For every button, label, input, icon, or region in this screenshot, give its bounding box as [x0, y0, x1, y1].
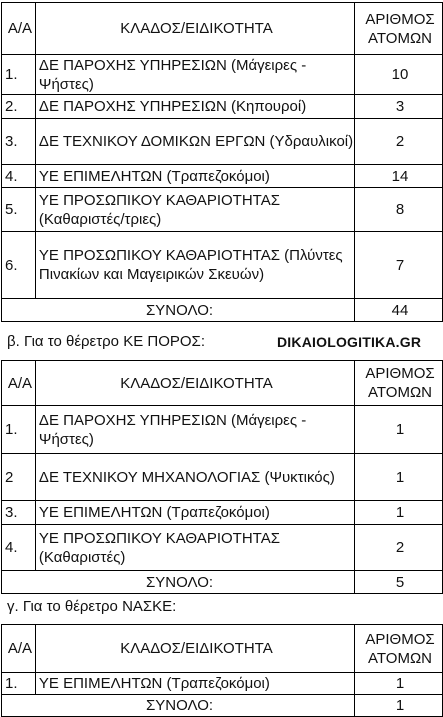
row-count: 8	[355, 188, 443, 232]
total-value: 1	[355, 695, 443, 717]
header-aa: Α/Α	[2, 361, 36, 406]
row-number: 6.	[2, 232, 36, 299]
row-specialty: ΔΕ ΠΑΡΟΧΗΣ ΥΠΗΡΕΣΙΩΝ (Μάγειρες - Ψήστες)	[35, 55, 354, 95]
table-total-row	[2, 571, 443, 594]
row-specialty: ΥΕ ΠΡΟΣΩΠΙΚΟΥ ΚΑΘΑΡΙΟΤΗΤΑΣ (Καθαριστές)	[35, 525, 354, 571]
row-number: 2	[2, 454, 36, 501]
row-number: 1.	[2, 673, 36, 695]
header-aa: Α/Α	[2, 3, 36, 55]
row-specialty: ΥΕ ΕΠΙΜΕΛΗΤΩΝ (Τραπεζοκόμοι)	[35, 501, 354, 525]
row-number: 3.	[2, 501, 36, 525]
table-row	[2, 406, 443, 454]
total-label: ΣΥΝΟΛΟ:	[2, 695, 355, 717]
row-count: 3	[355, 95, 443, 119]
header-specialty: ΚΛΑΔΟΣ/ΕΙΔΙΚΟΤΗΤΑ	[35, 361, 354, 406]
row-count: 2	[355, 525, 443, 571]
row-count: 7	[355, 232, 443, 299]
header-specialty: ΚΛΑΔΟΣ/ΕΙΔΙΚΟΤΗΤΑ	[35, 625, 354, 673]
table-total-row	[2, 299, 443, 322]
table-row	[2, 119, 443, 165]
total-value: 5	[355, 571, 443, 594]
staff-table-1	[1, 2, 443, 322]
row-specialty: ΔΕ ΠΑΡΟΧΗΣ ΥΠΗΡΕΣΙΩΝ (Κηπουροί)	[35, 95, 354, 119]
header-count: ΑΡΙΘΜΟΣ ΑΤΟΜΩΝ	[355, 3, 443, 55]
header-specialty: ΚΛΑΔΟΣ/ΕΙΔΙΚΟΤΗΤΑ	[35, 3, 354, 55]
brand-watermark: DIKAIOLOGITIKA.GR	[277, 334, 422, 350]
section-caption-b: β. Για το θέρετρο ΚΕ ΠΟΡΟΣ:	[7, 333, 205, 350]
row-number: 5.	[2, 188, 36, 232]
table-row	[2, 165, 443, 188]
section-caption-c: γ. Για το θέρετρο ΝΑΣΚΕ:	[7, 598, 177, 615]
header-count: ΑΡΙΘΜΟΣ ΑΤΟΜΩΝ	[355, 625, 443, 673]
table-row	[2, 673, 443, 695]
row-number: 4.	[2, 165, 36, 188]
row-specialty: ΔΕ ΠΑΡΟΧΗΣ ΥΠΗΡΕΣΙΩΝ (Μάγειρες - Ψήστες)	[35, 406, 354, 454]
table-header-row	[2, 625, 443, 673]
header-aa: Α/Α	[2, 625, 36, 673]
row-count: 14	[355, 165, 443, 188]
total-label: ΣΥΝΟΛΟ:	[2, 571, 355, 594]
row-specialty: ΥΕ ΕΠΙΜΕΛΗΤΩΝ (Τραπεζοκόμοι)	[35, 673, 354, 695]
row-number: 1.	[2, 406, 36, 454]
table-total-row	[2, 695, 443, 717]
row-specialty: ΥΕ ΕΠΙΜΕΛΗΤΩΝ (Τραπεζοκόμοι)	[35, 165, 354, 188]
header-count: ΑΡΙΘΜΟΣ ΑΤΟΜΩΝ	[355, 361, 443, 406]
staff-table-2	[1, 360, 443, 594]
row-specialty: ΔΕ ΤΕΧΝΙΚΟΥ ΜΗΧΑΝΟΛΟΓΙΑΣ (Ψυκτικός)	[35, 454, 354, 501]
row-number: 3.	[2, 119, 36, 165]
total-label: ΣΥΝΟΛΟ:	[2, 299, 355, 322]
row-specialty: ΥΕ ΠΡΟΣΩΠΙΚΟΥ ΚΑΘΑΡΙΟΤΗΤΑΣ (Καθαριστές/τριες)	[35, 188, 354, 232]
row-count: 1	[355, 406, 443, 454]
row-specialty: ΥΕ ΠΡΟΣΩΠΙΚΟΥ ΚΑΘΑΡΙΟΤΗΤΑΣ (Πλύντες Πινακίων και Μαγειρικών Σκευών)	[35, 232, 354, 299]
table-row	[2, 188, 443, 232]
staff-table-3	[1, 624, 443, 717]
table-row	[2, 501, 443, 525]
row-count: 2	[355, 119, 443, 165]
table-row	[2, 454, 443, 501]
row-count: 1	[355, 673, 443, 695]
table-row	[2, 95, 443, 119]
row-count: 1	[355, 501, 443, 525]
row-number: 4.	[2, 525, 36, 571]
table-row	[2, 232, 443, 299]
total-value: 44	[355, 299, 443, 322]
table-header-row	[2, 3, 443, 55]
table-header-row	[2, 361, 443, 406]
table-row	[2, 55, 443, 95]
table-row	[2, 525, 443, 571]
row-number: 2.	[2, 95, 36, 119]
row-count: 10	[355, 55, 443, 95]
row-specialty: ΔΕ ΤΕΧΝΙΚΟΥ ΔΟΜΙΚΩΝ ΕΡΓΩΝ (Υδραυλικοί)	[35, 119, 354, 165]
row-count: 1	[355, 454, 443, 501]
row-number: 1.	[2, 55, 36, 95]
